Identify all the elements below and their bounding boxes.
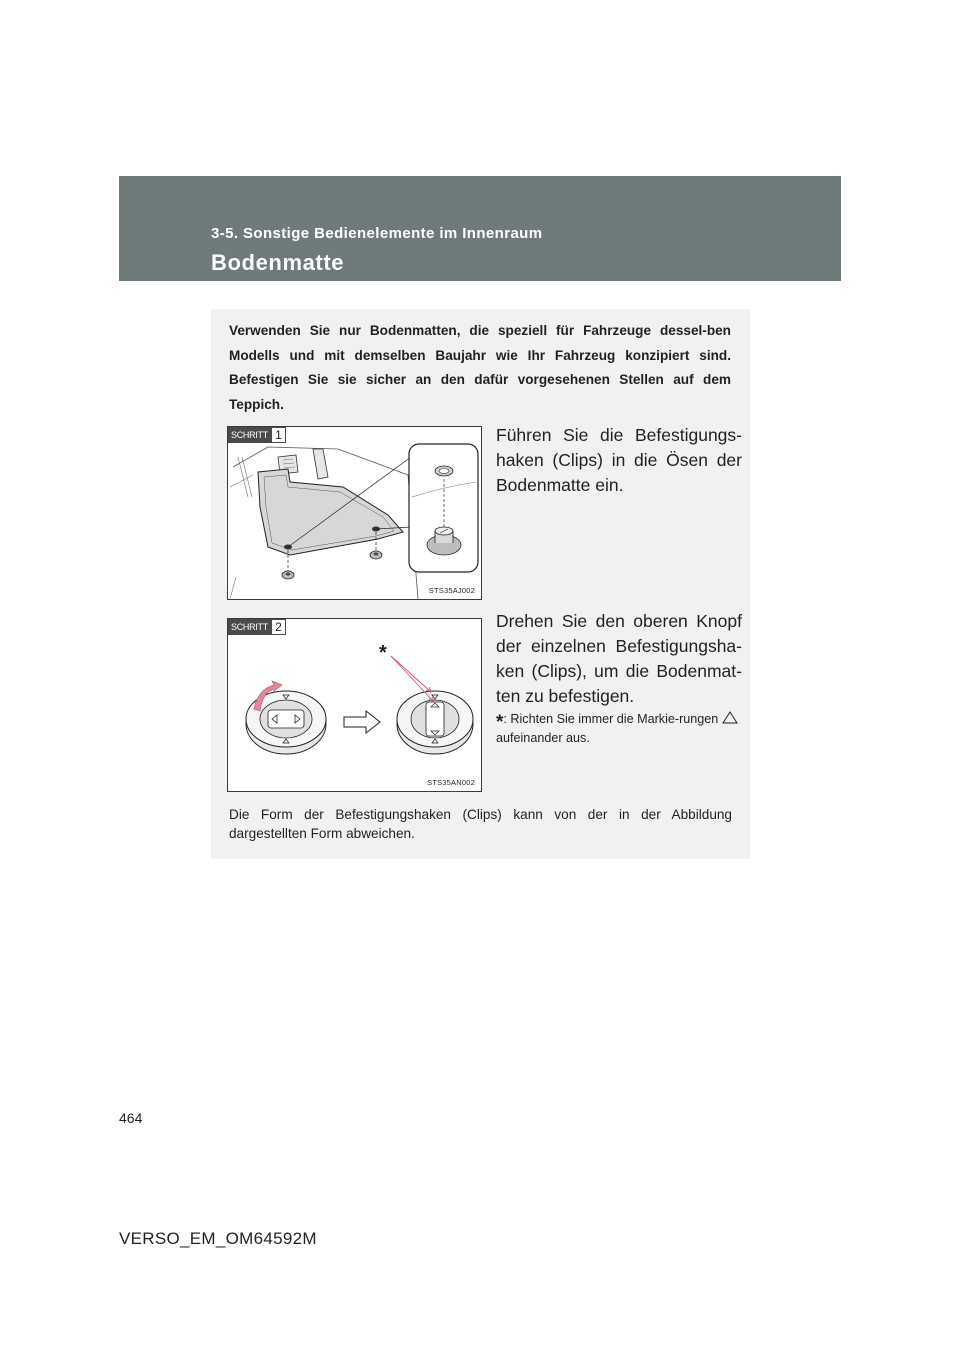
- content-box: [211, 309, 750, 859]
- note-text-before: : Richten Sie immer die Markie-rungen: [503, 712, 719, 726]
- step1-text: Führen Sie die Befestigungs-haken (Clips) in die Ösen der Bodenmatte ein.: [496, 425, 742, 495]
- figure-code: STS35AJ002: [428, 586, 475, 595]
- floor-mat-illustration: [228, 427, 481, 599]
- step1-figure: [227, 426, 482, 600]
- figure-asterisk: *: [379, 642, 387, 664]
- step-word: SCHRITT: [228, 427, 271, 443]
- page-number: 464: [119, 1110, 143, 1126]
- clip-rotation-illustration: [228, 619, 481, 791]
- step-number: 2: [271, 619, 286, 635]
- triangle-marker-icon: [722, 711, 738, 724]
- section-label: 3-5. Sonstige Bedienelemente im Innenraum: [211, 225, 543, 242]
- figure-code: STS35AN002: [427, 778, 475, 787]
- intro-paragraph: Verwenden Sie nur Bodenmatten, die speziell für Fahrzeuge dessel-ben Modells und mit demselben Baujahr wie Ihr Fahrzeug konzipiert sind. Befestigen Sie sie sicher an den dafür vorgesehenen Stellen auf dem Teppich.: [229, 323, 731, 412]
- document-code: VERSO_EM_OM64592M: [119, 1229, 317, 1248]
- step2-badge: [228, 619, 286, 635]
- chapter-header: [119, 176, 841, 281]
- footnote: Die Form der Befestigungshaken (Clips) kann von der in der Abbildung dargestellten Form abweichen.: [229, 807, 732, 841]
- step2-figure: [227, 618, 482, 792]
- step-word: SCHRITT: [228, 619, 271, 635]
- step2-text: Drehen Sie den oberen Knopf der einzelnen Befestigungsha-ken (Clips), um die Bodenmat-ten zu befestigen.: [496, 611, 742, 706]
- step-number: 1: [271, 427, 286, 443]
- note-asterisk: *: [496, 712, 504, 733]
- note-text-after: aufeinander aus.: [496, 730, 590, 745]
- step2-note: [496, 711, 742, 746]
- page-title: Bodenmatte: [211, 250, 345, 275]
- step1-badge: [228, 427, 286, 443]
